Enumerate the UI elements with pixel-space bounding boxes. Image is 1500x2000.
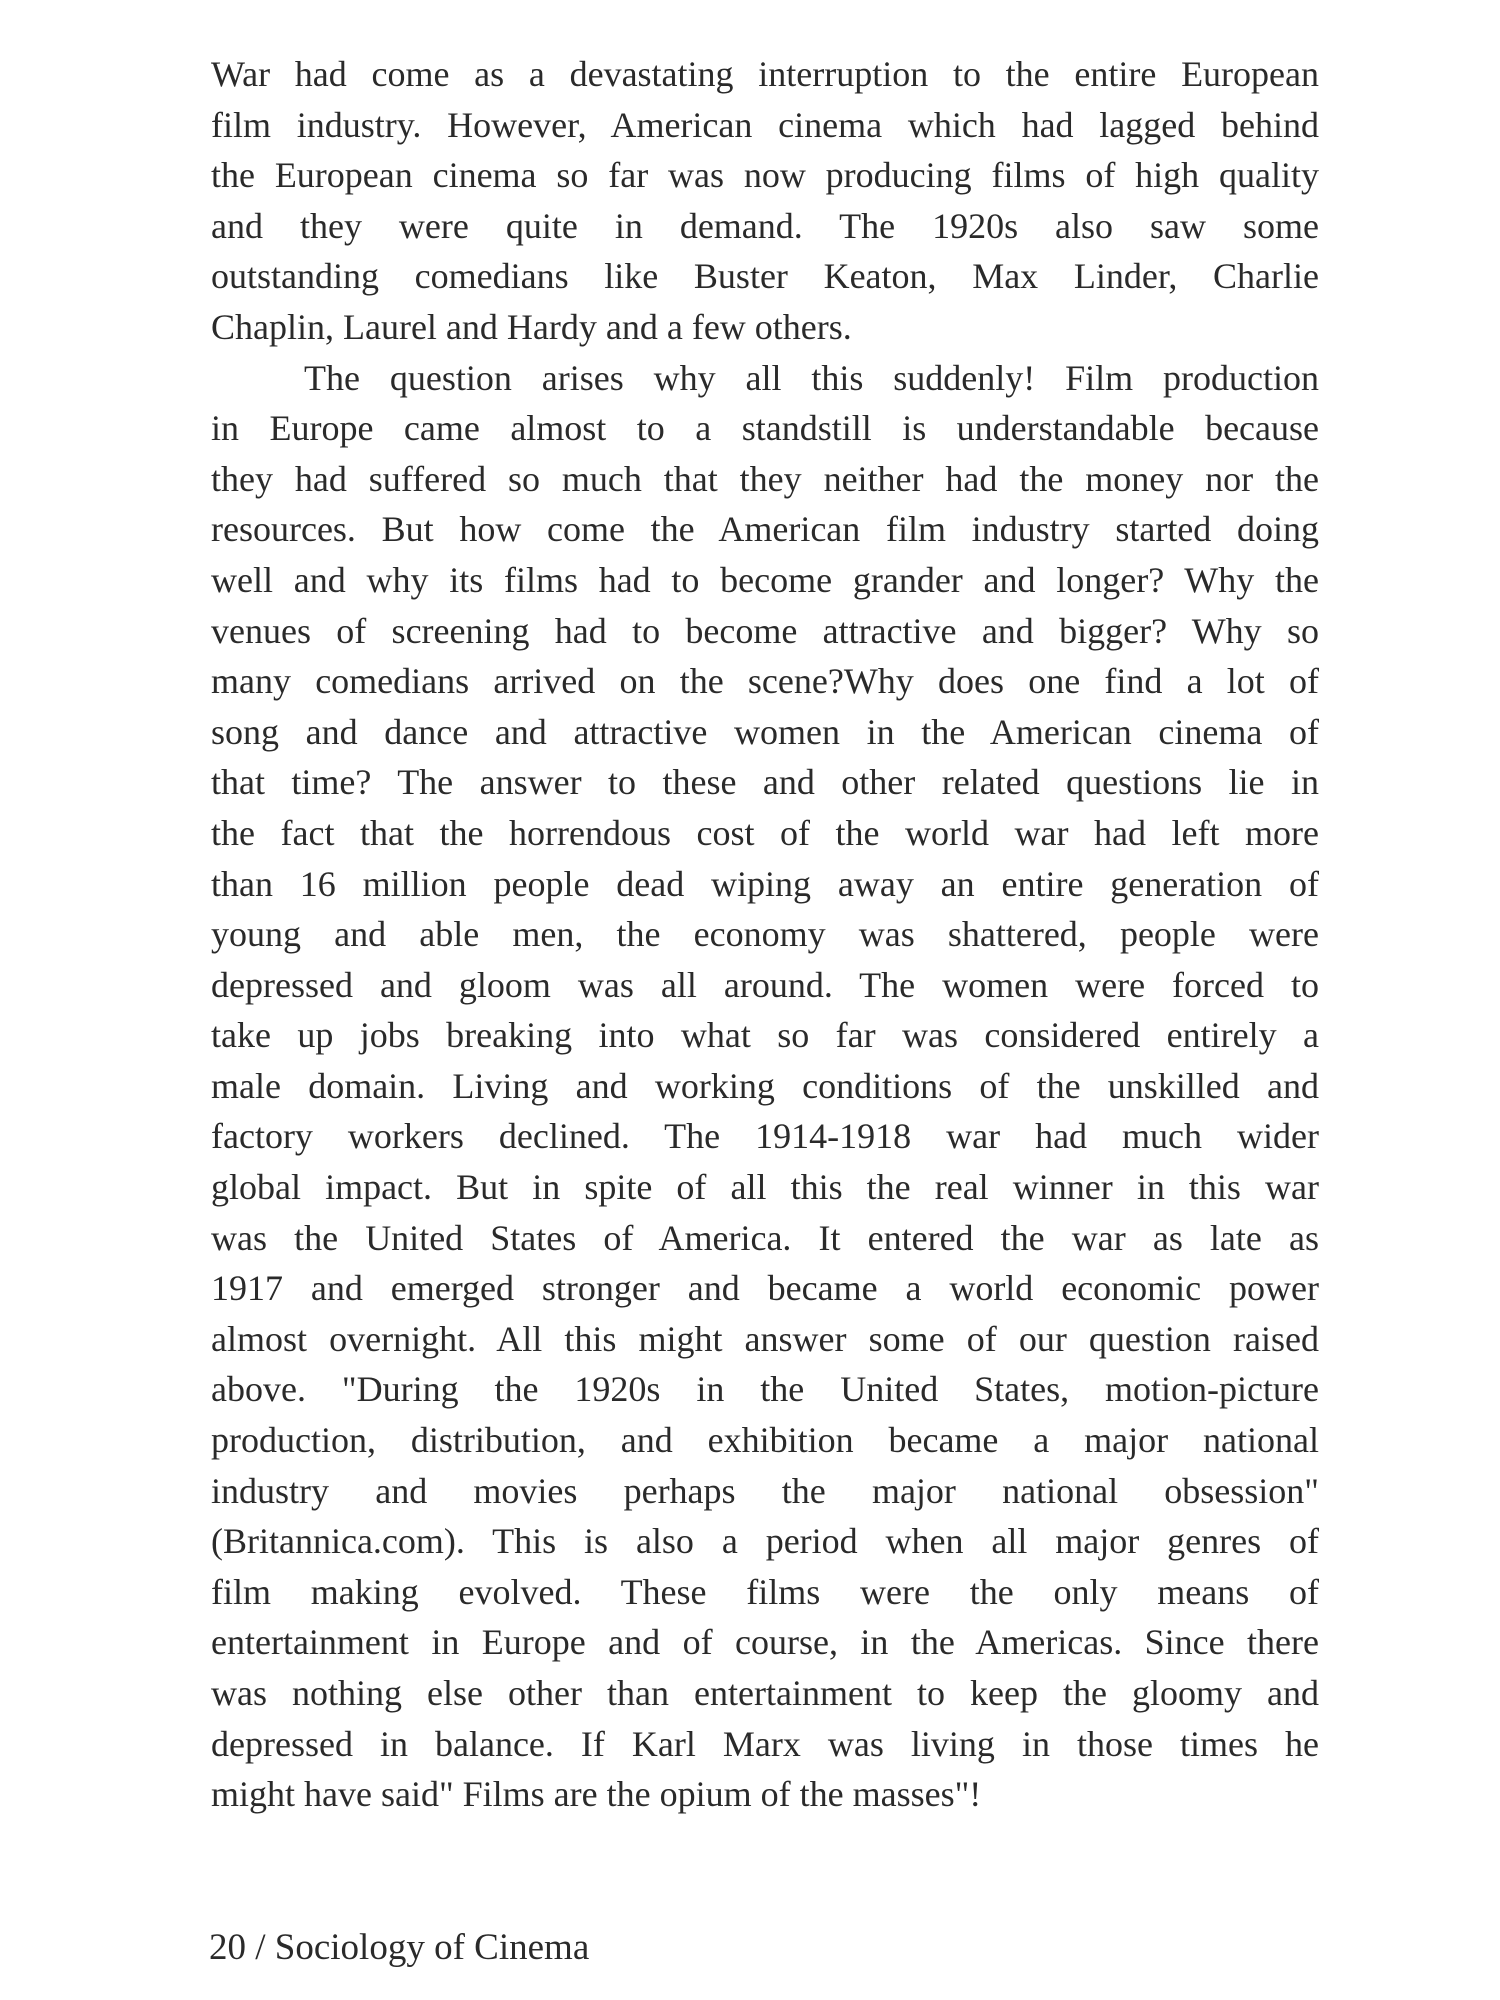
- text-line: depressed and gloom was all around. The women were forced to: [211, 964, 1319, 1005]
- text-line: young and able men, the economy was shattered, people were: [211, 914, 1319, 955]
- text-line: (Britannica.com). This is also a period when all major genres of: [211, 1521, 1319, 1562]
- text-line: male domain. Living and working conditions of the unskilled and: [211, 1065, 1319, 1106]
- text-line: film industry. However, American cinema which had lagged behind: [211, 104, 1319, 145]
- text-line: The question arises why all this suddenly! Film production: [304, 357, 1319, 398]
- text-line: might have said" Films are the opium of the masses"!: [211, 1774, 982, 1815]
- text-line: than 16 million people dead wiping away an entire generation of: [211, 863, 1319, 904]
- text-line: Chaplin, Laurel and Hardy and a few others.: [211, 306, 852, 347]
- text-line: outstanding comedians like Buster Keaton, Max Linder, Charlie: [211, 256, 1319, 297]
- text-line: was nothing else other than entertainment to keep the gloomy and: [211, 1673, 1319, 1713]
- text-line: well and why its films had to become grander and longer? Why the: [211, 559, 1319, 600]
- text-line: the fact that the horrendous cost of the world war had left more: [211, 812, 1319, 853]
- text-line: 1917 and emerged stronger and became a world economic power: [211, 1268, 1319, 1309]
- text-line: that time? The answer to these and other related questions lie in: [211, 762, 1319, 803]
- text-line: almost overnight. All this might answer some of our question raised: [211, 1318, 1319, 1359]
- text-line: venues of screening had to become attractive and bigger? Why so: [211, 610, 1319, 651]
- text-line: song and dance and attractive women in the American cinema of: [211, 711, 1319, 752]
- text-line: War had come as a devastating interruption to the entire European: [211, 54, 1319, 94]
- text-line: take up jobs breaking into what so far was considered entirely a: [211, 1015, 1319, 1056]
- page-footer: 20 / Sociology of Cinema: [209, 1927, 590, 1968]
- text-line: they had suffered so much that they neither had the money nor the: [211, 458, 1319, 499]
- text-line: entertainment in Europe and of course, in the Americas. Since there: [211, 1622, 1319, 1663]
- text-line: the European cinema so far was now producing films of high quality: [211, 155, 1319, 196]
- text-line: and they were quite in demand. The 1920s also saw some: [211, 205, 1319, 246]
- text-line: industry and movies perhaps the major national obsession": [211, 1470, 1319, 1511]
- text-line: film making evolved. These films were the only means of: [211, 1571, 1319, 1612]
- text-line: resources. But how come the American film industry started doing: [211, 509, 1319, 550]
- text-line: global impact. But in spite of all this the real winner in this war: [211, 1167, 1319, 1208]
- text-line: in Europe came almost to a standstill is understandable because: [211, 408, 1319, 449]
- text-line: many comedians arrived on the scene?Why does one find a lot of: [211, 661, 1319, 702]
- text-line: above. "During the 1920s in the United States, motion-picture: [211, 1369, 1319, 1410]
- page-body: [211, 49, 1319, 1820]
- text-line: production, distribution, and exhibition became a major national: [211, 1420, 1319, 1461]
- text-line: factory workers declined. The 1914-1918 war had much wider: [211, 1116, 1319, 1157]
- text-line: depressed in balance. If Karl Marx was living in those times he: [211, 1723, 1319, 1764]
- text-line: was the United States of America. It entered the war as late as: [211, 1217, 1319, 1258]
